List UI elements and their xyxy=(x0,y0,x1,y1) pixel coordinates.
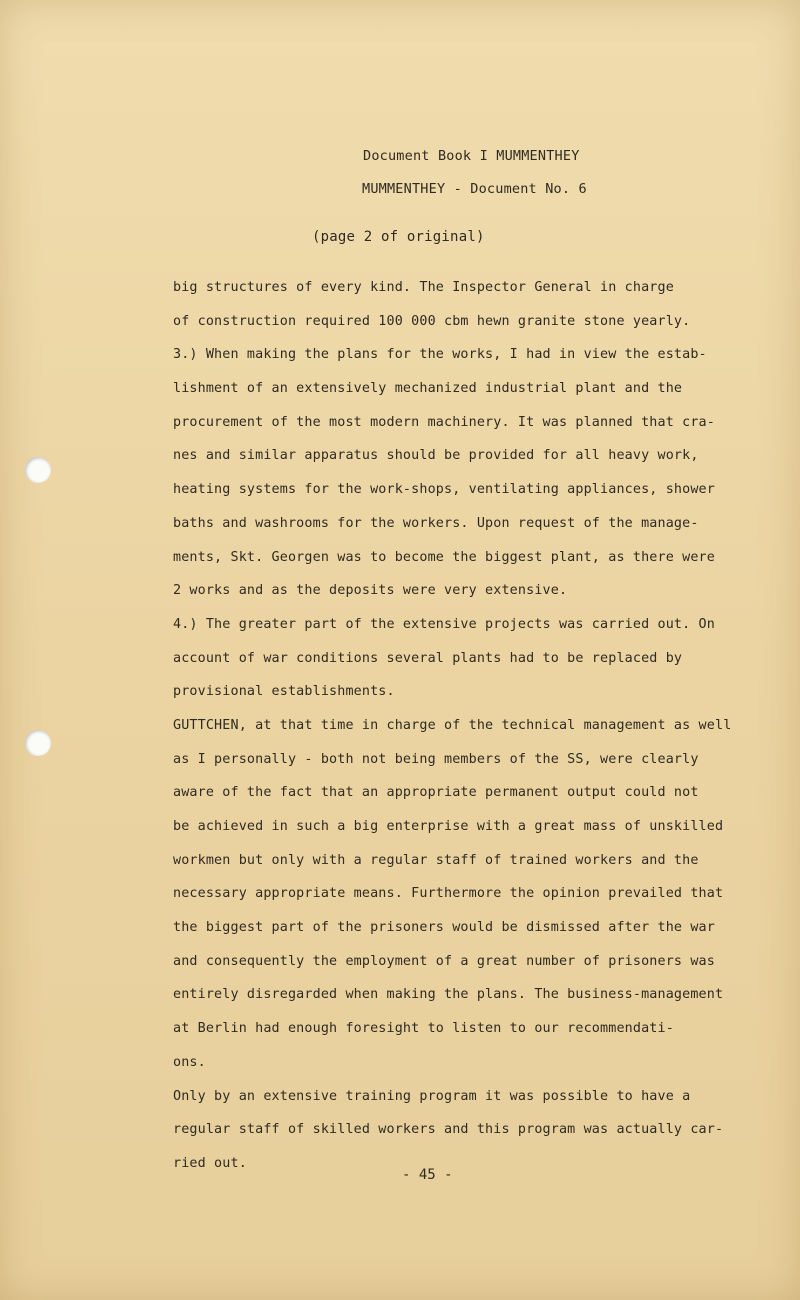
body-line: aware of the fact that an appropriate permanent output could not xyxy=(173,785,699,801)
page-reference: (page 2 of original) xyxy=(312,229,485,245)
body-line: and consequently the employment of a great number of prisoners was xyxy=(173,953,715,969)
body-line: GUTTCHEN, at that time in charge of the technical management as well xyxy=(173,717,732,733)
body-line: nes and similar apparatus should be provided for all heavy work, xyxy=(173,448,699,464)
body-line: 4.) The greater part of the extensive projects was carried out. On xyxy=(173,616,715,632)
body-line: be achieved in such a big enterprise with a great mass of unskilled xyxy=(173,819,724,834)
body-line: provisional establishments. xyxy=(173,684,395,700)
body-line: big structures of every kind. The Inspector General in charge xyxy=(173,280,674,295)
punch-hole-bottom xyxy=(25,730,51,756)
document-body xyxy=(173,280,753,1190)
body-line: entirely disregarded when making the plans. The business-management xyxy=(173,987,724,1003)
body-line: as I personally - both not being members of the SS, were clearly xyxy=(173,751,699,767)
body-line: regular staff of skilled workers and this program was actually car- xyxy=(173,1122,724,1138)
body-line: ried out. xyxy=(173,1155,247,1171)
body-line: the biggest part of the prisoners would be dismissed after the war xyxy=(173,920,715,936)
page-number: - 45 - xyxy=(402,1167,453,1183)
document-book-title: Document Book I MUMMENTHEY xyxy=(363,148,580,164)
body-line: ons. xyxy=(173,1054,206,1070)
body-line: lishment of an extensively mechanized industrial plant and the xyxy=(173,381,683,397)
body-line: 2 works and as the deposits were very extensive. xyxy=(173,583,568,599)
body-line: heating systems for the work-shops, ventilating appliances, shower xyxy=(173,482,715,498)
body-line: 3.) When making the plans for the works, I had in view the estab- xyxy=(173,347,707,363)
document-number: MUMMENTHEY - Document No. 6 xyxy=(362,181,587,197)
body-line: workmen but only with a regular staff of trained workers and the xyxy=(173,852,699,868)
punch-hole-top xyxy=(25,457,51,483)
body-line: necessary appropriate means. Furthermore the opinion prevailed that xyxy=(173,886,724,902)
body-line: baths and washrooms for the workers. Upon request of the manage- xyxy=(173,515,699,531)
body-line: account of war conditions several plants had to be replaced by xyxy=(173,650,683,666)
body-line: at Berlin had enough foresight to listen to our recommendati- xyxy=(173,1021,674,1037)
body-line: Only by an extensive training program it was possible to have a xyxy=(173,1088,691,1104)
body-line: of construction required 100 000 cbm hewn granite stone yearly. xyxy=(173,313,691,329)
body-line: procurement of the most modern machinery. It was planned that cra- xyxy=(173,414,715,430)
body-line: ments, Skt. Georgen was to become the biggest plant, as there were xyxy=(173,549,715,565)
